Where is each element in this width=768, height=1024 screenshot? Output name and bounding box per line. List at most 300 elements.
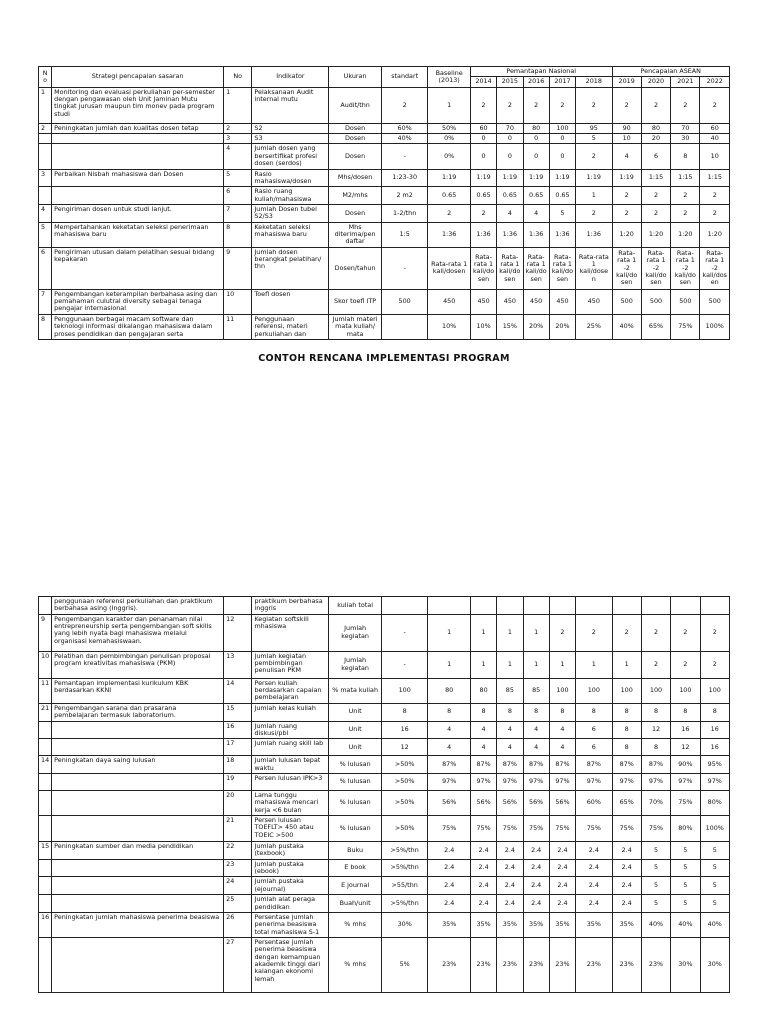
year-value-cell: 2.4 xyxy=(497,877,523,895)
standart-cell: >5%/thn xyxy=(381,859,428,877)
baseline-cell: 0% xyxy=(428,134,470,144)
standart-cell: 1:23-30 xyxy=(381,169,428,187)
ukuran-cell: E journal xyxy=(329,877,382,895)
year-value-cell: 2.4 xyxy=(576,877,612,895)
header-pencapaian-asean: Pencapaian ASEAN xyxy=(612,67,730,77)
table-row xyxy=(39,895,730,913)
year-value-cell: 8 xyxy=(497,703,523,721)
year-value-cell: 0.65 xyxy=(470,187,496,205)
table-row xyxy=(39,937,730,992)
year-value-cell: 2 xyxy=(700,187,730,205)
year-value-cell: 97% xyxy=(700,773,730,790)
year-value-cell: 2.4 xyxy=(549,842,575,860)
table-row xyxy=(39,144,730,169)
year-value-cell: 12 xyxy=(641,721,670,739)
year-value-cell: 2 xyxy=(700,204,730,222)
year-value-cell: 16 xyxy=(671,721,700,739)
table-row xyxy=(39,756,730,774)
year-value-cell: 2 xyxy=(641,87,670,123)
year-value-cell: 75% xyxy=(576,816,612,842)
year-value-cell: 450 xyxy=(523,289,549,314)
year-value-cell: 100 xyxy=(549,678,575,703)
year-value-cell: 4 xyxy=(497,721,523,739)
year-value-cell: 10 xyxy=(700,144,730,169)
year-value-cell: 2.4 xyxy=(497,859,523,877)
baseline-cell: 1 xyxy=(428,651,470,678)
indikator-no: 2 xyxy=(224,123,252,133)
strategi-cell: Pelatihan dan pembimbingan penulisan proposal program kreativitas mahasiswa (PKM) xyxy=(52,651,224,678)
year-value-cell: 4 xyxy=(549,721,575,739)
header-strategi: Strategi pencapaian sasaran xyxy=(52,67,224,88)
year-value-cell: 5 xyxy=(671,859,700,877)
year-value-cell: 97% xyxy=(549,773,575,790)
table-row xyxy=(39,859,730,877)
ukuran-cell: E book xyxy=(329,859,382,877)
year-value-cell: 35% xyxy=(612,912,641,937)
baseline-cell: 1:19 xyxy=(428,169,470,187)
indikator-no: 6 xyxy=(224,187,252,205)
table-body-top xyxy=(39,87,730,339)
year-value-cell: 1:19 xyxy=(497,169,523,187)
ukuran-cell: Jumlah materi mata kuliah/ mata xyxy=(329,314,382,339)
year-value-cell: 1 xyxy=(497,614,523,651)
baseline-cell: 75% xyxy=(428,816,470,842)
year-value-cell: 2.4 xyxy=(497,842,523,860)
row-no xyxy=(39,859,52,877)
year-value-cell: 2 xyxy=(700,651,730,678)
standart-cell: - xyxy=(381,144,428,169)
standart-cell: >50% xyxy=(381,790,428,815)
year-value-cell: 97% xyxy=(470,773,496,790)
year-value-cell: 80 xyxy=(523,123,549,133)
row-no xyxy=(39,937,52,992)
year-value-cell: 8 xyxy=(612,739,641,756)
indikator-no: 24 xyxy=(224,877,252,895)
year-value-cell: 85 xyxy=(523,678,549,703)
row-no: 4 xyxy=(39,204,52,222)
year-value-cell: 5 xyxy=(641,859,670,877)
year-value-cell: 75% xyxy=(470,816,496,842)
strategi-cell xyxy=(52,877,224,895)
table-row xyxy=(39,842,730,860)
indikator-cell: Jumlah ruang diskusi/pbl xyxy=(252,721,329,739)
year-value-cell: 35% xyxy=(576,912,612,937)
ukuran-cell: Mhs diterima/pen daftar xyxy=(329,222,382,247)
table-row xyxy=(39,222,730,247)
table-row xyxy=(39,169,730,187)
indikator-cell: Toefl dosen xyxy=(252,289,329,314)
indikator-cell: praktikum berbahasa inggris xyxy=(252,597,329,615)
indikator-no: 13 xyxy=(224,651,252,678)
year-value-cell: 8 xyxy=(470,703,496,721)
year-value-cell: 2.4 xyxy=(470,895,496,913)
standart-cell: >50% xyxy=(381,773,428,790)
header-year: 2021 xyxy=(671,77,700,87)
ukuran-cell: % mhs xyxy=(329,912,382,937)
strategi-cell xyxy=(52,937,224,992)
year-value-cell: 20 xyxy=(641,134,670,144)
ukuran-cell: Dosen/tahun xyxy=(329,247,382,289)
year-value-cell: 2.4 xyxy=(470,859,496,877)
year-value-cell: 1 xyxy=(576,187,612,205)
year-value-cell: 75% xyxy=(671,314,700,339)
year-value-cell: Rata-rata 1 -2 kali/dosen xyxy=(700,247,730,289)
standart-cell xyxy=(381,314,428,339)
baseline-cell: 8 xyxy=(428,703,470,721)
year-value-cell: 2 xyxy=(470,204,496,222)
indikator-cell: Jumlah Dosen tubel S2/S3 xyxy=(252,204,329,222)
year-value-cell: 2 xyxy=(612,187,641,205)
year-value-cell: 1:15 xyxy=(700,169,730,187)
indikator-cell: Penggunaan referensi, materi perkuliahan dan xyxy=(252,314,329,339)
year-value-cell: 0 xyxy=(497,144,523,169)
year-value-cell: 56% xyxy=(549,790,575,815)
indikator-no: 9 xyxy=(224,247,252,289)
year-value-cell: 70% xyxy=(641,790,670,815)
year-value-cell: 100 xyxy=(549,123,575,133)
ukuran-cell: % mhs xyxy=(329,937,382,992)
indikator-cell: Persen lulusan TOEFLT> 450 atau TOEIC >500 xyxy=(252,816,329,842)
indikator-cell: Jumlah kelas kuliah xyxy=(252,703,329,721)
year-value-cell: 1:19 xyxy=(523,169,549,187)
year-value-cell: 2 xyxy=(470,87,496,123)
row-no: 14 xyxy=(39,756,52,774)
indikator-no: 17 xyxy=(224,739,252,756)
year-value-cell: 4 xyxy=(523,721,549,739)
strategi-cell: Pengiriman utusan dalam pelatihan sesuai bidang kepakaran xyxy=(52,247,224,289)
table-row xyxy=(39,187,730,205)
year-value-cell: 60% xyxy=(576,790,612,815)
year-value-cell xyxy=(470,597,496,615)
year-value-cell: 2 xyxy=(523,87,549,123)
year-value-cell: 8 xyxy=(612,703,641,721)
strategi-cell: Monitoring dan evaluasi perkuliahan per-semester dengan pengawasan oleh Unit Jaminan Mutu tingkat jurusan maupun tim monev pada program studi xyxy=(52,87,224,123)
year-value-cell: 450 xyxy=(497,289,523,314)
ukuran-cell: Jumlah kegiatan xyxy=(329,614,382,651)
standart-cell: - xyxy=(381,247,428,289)
year-value-cell: 2.4 xyxy=(576,842,612,860)
year-value-cell: 2.4 xyxy=(612,859,641,877)
year-value-cell: 4 xyxy=(549,739,575,756)
year-value-cell: 97% xyxy=(671,773,700,790)
indikator-no xyxy=(224,597,252,615)
year-value-cell: Rata-rata 1 -2 kali/dosen xyxy=(641,247,670,289)
standart-cell: 1-2/thn xyxy=(381,204,428,222)
year-value-cell: 23% xyxy=(549,937,575,992)
year-value-cell: 0 xyxy=(549,144,575,169)
indikator-no: 23 xyxy=(224,859,252,877)
baseline-cell: 87% xyxy=(428,756,470,774)
ukuran-cell: Dosen xyxy=(329,144,382,169)
indikator-no: 27 xyxy=(224,937,252,992)
year-value-cell: 2 xyxy=(576,144,612,169)
header-ukuran: Ukuran xyxy=(329,67,382,88)
year-value-cell xyxy=(576,597,612,615)
ukuran-cell: kuliah total xyxy=(329,597,382,615)
ukuran-cell: Dosen xyxy=(329,123,382,133)
standart-cell: 30% xyxy=(381,912,428,937)
year-value-cell: 16 xyxy=(700,739,730,756)
strategi-cell: Peningkatan jumlah dan kualitas dosen tetap xyxy=(52,123,224,133)
header-no: No xyxy=(39,67,52,88)
page-title: CONTOH RENCANA IMPLEMENTASI PROGRAM xyxy=(258,353,510,364)
header-year: 2020 xyxy=(641,77,670,87)
row-no: 16 xyxy=(39,912,52,937)
year-value-cell: 95% xyxy=(700,756,730,774)
table-row xyxy=(39,651,730,678)
table-row xyxy=(39,790,730,815)
ukuran-cell: Mhs/dosen xyxy=(329,169,382,187)
year-value-cell: 1 xyxy=(549,651,575,678)
year-value-cell: 1 xyxy=(523,614,549,651)
header-year: 2019 xyxy=(612,77,641,87)
year-value-cell: 2 xyxy=(641,651,670,678)
strategi-cell xyxy=(52,859,224,877)
year-value-cell: 2 xyxy=(549,614,575,651)
indikator-no: 21 xyxy=(224,816,252,842)
table-row xyxy=(39,289,730,314)
table-body-bottom xyxy=(39,597,730,993)
row-no xyxy=(39,134,52,144)
indikator-cell: Persentase jumlah penerima beasiswa total mahasiswa S-1 xyxy=(252,912,329,937)
year-value-cell: 56% xyxy=(470,790,496,815)
indikator-cell: Jumlah lulusan tepat waktu xyxy=(252,756,329,774)
year-value-cell: 1:36 xyxy=(523,222,549,247)
row-no xyxy=(39,739,52,756)
year-value-cell: 80% xyxy=(671,816,700,842)
year-value-cell: 2.4 xyxy=(497,895,523,913)
ukuran-cell: Unit xyxy=(329,703,382,721)
standart-cell: >50% xyxy=(381,756,428,774)
year-value-cell: 1:19 xyxy=(549,169,575,187)
standart-cell xyxy=(381,597,428,615)
standart-cell: 16 xyxy=(381,721,428,739)
year-value-cell: 0.65 xyxy=(523,187,549,205)
year-value-cell: 4 xyxy=(470,721,496,739)
year-value-cell: 75% xyxy=(549,816,575,842)
indikator-cell: Jumlah pustaka (ebook) xyxy=(252,859,329,877)
indikator-no: 14 xyxy=(224,678,252,703)
year-value-cell: 97% xyxy=(641,773,670,790)
year-value-cell: 8 xyxy=(700,703,730,721)
indikator-no: 16 xyxy=(224,721,252,739)
year-value-cell: 8 xyxy=(612,721,641,739)
strategi-cell: Pemantapan implementasi kurikulum KBK berdasarkan KKNI xyxy=(52,678,224,703)
baseline-cell: 2.4 xyxy=(428,877,470,895)
year-value-cell: 2 xyxy=(641,204,670,222)
year-value-cell: 40% xyxy=(612,314,641,339)
year-value-cell: 80% xyxy=(700,790,730,815)
table-row xyxy=(39,614,730,651)
year-value-cell: 87% xyxy=(497,756,523,774)
implementation-table-bottom xyxy=(38,596,730,993)
table-row xyxy=(39,739,730,756)
standart-cell: >50% xyxy=(381,816,428,842)
year-value-cell: 1:19 xyxy=(470,169,496,187)
indikator-no: 18 xyxy=(224,756,252,774)
standart-cell: 1:5 xyxy=(381,222,428,247)
indikator-cell: Rasio ruang kuliah/mahasiswa xyxy=(252,187,329,205)
year-value-cell: Rata-rata 1 -2 kali/dosen xyxy=(612,247,641,289)
year-value-cell: 0 xyxy=(549,134,575,144)
ukuran-cell: Unit xyxy=(329,721,382,739)
year-value-cell: 1 xyxy=(612,651,641,678)
year-value-cell: 2 xyxy=(641,614,670,651)
year-value-cell: 2.4 xyxy=(523,877,549,895)
year-value-cell: 85 xyxy=(497,678,523,703)
year-value-cell: 56% xyxy=(523,790,549,815)
ukuran-cell: % lulusan xyxy=(329,756,382,774)
standart-cell: 12 xyxy=(381,739,428,756)
year-value-cell: 97% xyxy=(576,773,612,790)
year-value-cell: 1:20 xyxy=(641,222,670,247)
year-value-cell: 8 xyxy=(523,703,549,721)
year-value-cell: 8 xyxy=(641,703,670,721)
indikator-no: 11 xyxy=(224,314,252,339)
ukuran-cell: M2/mhs xyxy=(329,187,382,205)
year-value-cell: 6 xyxy=(576,739,612,756)
year-value-cell: 8 xyxy=(671,703,700,721)
standart-cell: >5%/thn xyxy=(381,842,428,860)
year-value-cell: 1 xyxy=(497,651,523,678)
header-indikator: Indikator xyxy=(252,67,329,88)
standart-cell: 100 xyxy=(381,678,428,703)
table-row xyxy=(39,597,730,615)
baseline-cell: 2.4 xyxy=(428,895,470,913)
standart-cell: 60% xyxy=(381,123,428,133)
strategi-cell: penggunaan referensi perkuliahan dan praktikum berbahasa asing (Inggris). xyxy=(52,597,224,615)
year-value-cell: 60 xyxy=(700,123,730,133)
year-value-cell: 5 xyxy=(641,895,670,913)
baseline-cell: 2 xyxy=(428,204,470,222)
ukuran-cell: Buah/unit xyxy=(329,895,382,913)
year-value-cell: 40% xyxy=(671,912,700,937)
year-value-cell: 6 xyxy=(641,144,670,169)
year-value-cell: 2.4 xyxy=(612,895,641,913)
year-value-cell: 1:20 xyxy=(671,222,700,247)
year-value-cell: 100 xyxy=(671,678,700,703)
standart-cell: >5%/thn xyxy=(381,895,428,913)
year-value-cell: 35% xyxy=(497,912,523,937)
year-value-cell: 2.4 xyxy=(470,842,496,860)
table-row xyxy=(39,87,730,123)
year-value-cell: 1 xyxy=(576,651,612,678)
standart-cell: 5% xyxy=(381,937,428,992)
row-no: 1 xyxy=(39,87,52,123)
baseline-cell: 2.4 xyxy=(428,842,470,860)
table-row xyxy=(39,773,730,790)
year-value-cell: 35% xyxy=(523,912,549,937)
indikator-no: 26 xyxy=(224,912,252,937)
year-value-cell: 2 xyxy=(549,87,575,123)
row-no xyxy=(39,597,52,615)
ukuran-cell: Buku xyxy=(329,842,382,860)
year-value-cell: 5 xyxy=(549,204,575,222)
row-no: 9 xyxy=(39,614,52,651)
row-no: 15 xyxy=(39,842,52,860)
table-row xyxy=(39,816,730,842)
baseline-cell: 10% xyxy=(428,314,470,339)
row-no xyxy=(39,144,52,169)
year-value-cell: 0 xyxy=(523,144,549,169)
ukuran-cell: % lulusan xyxy=(329,773,382,790)
strategi-cell: Pengembangan karakter dan penanaman nilai entrepreneurship serta pengembangan soft skills yang lebih nyata bagi mahasiswa melalui organisasi kemahasiswaan. xyxy=(52,614,224,651)
strategi-cell: Peningkatan sumber dan media pendidikan xyxy=(52,842,224,860)
baseline-cell: 1 xyxy=(428,614,470,651)
indikator-no: 4 xyxy=(224,144,252,169)
year-value-cell: 2 xyxy=(700,87,730,123)
strategi-cell xyxy=(52,144,224,169)
year-value-cell: 5 xyxy=(671,895,700,913)
year-value-cell: 0 xyxy=(470,144,496,169)
year-value-cell xyxy=(700,597,730,615)
indikator-no: 3 xyxy=(224,134,252,144)
year-value-cell: 1:36 xyxy=(549,222,575,247)
baseline-cell: 50% xyxy=(428,123,470,133)
year-value-cell: 5 xyxy=(700,877,730,895)
standart-cell: 8 xyxy=(381,703,428,721)
ukuran-cell: Dosen xyxy=(329,204,382,222)
year-value-cell: 1:20 xyxy=(700,222,730,247)
year-value-cell: 90 xyxy=(612,123,641,133)
year-value-cell: 35% xyxy=(470,912,496,937)
year-value-cell: 0 xyxy=(523,134,549,144)
year-value-cell: 100% xyxy=(700,314,730,339)
year-value-cell: 2 xyxy=(576,204,612,222)
table-row xyxy=(39,204,730,222)
year-value-cell: 4 xyxy=(523,204,549,222)
year-value-cell: 2.4 xyxy=(523,895,549,913)
year-value-cell: 0 xyxy=(497,134,523,144)
indikator-cell: Persen kuliah berdasarkan capaian pembelajaran xyxy=(252,678,329,703)
indikator-no: 5 xyxy=(224,169,252,187)
year-value-cell: 75% xyxy=(641,816,670,842)
strategi-cell xyxy=(52,773,224,790)
ukuran-cell: Jumlah kegiatan xyxy=(329,651,382,678)
standart-cell: >55/thn xyxy=(381,877,428,895)
row-no: 7 xyxy=(39,289,52,314)
year-value-cell xyxy=(671,597,700,615)
year-value-cell: 2 xyxy=(576,614,612,651)
year-value-cell: 500 xyxy=(700,289,730,314)
baseline-cell: 4 xyxy=(428,721,470,739)
baseline-cell: 1 xyxy=(428,87,470,123)
year-value-cell: 500 xyxy=(612,289,641,314)
year-value-cell: 23% xyxy=(641,937,670,992)
strategi-cell xyxy=(52,721,224,739)
ukuran-cell: % mata kuliah xyxy=(329,678,382,703)
table-row xyxy=(39,678,730,703)
strategi-cell xyxy=(52,895,224,913)
year-value-cell: 12 xyxy=(671,739,700,756)
indikator-cell: Persentase jumlah penerima beasiswa dengan kemampuan akademik tinggi dari kalangan ekonomi lemah xyxy=(252,937,329,992)
year-value-cell: 87% xyxy=(523,756,549,774)
year-value-cell xyxy=(612,597,641,615)
year-value-cell: 1:36 xyxy=(470,222,496,247)
year-value-cell: 5 xyxy=(700,842,730,860)
year-value-cell: 23% xyxy=(497,937,523,992)
year-value-cell: 1:19 xyxy=(576,169,612,187)
year-value-cell: 2.4 xyxy=(576,859,612,877)
baseline-cell: 0% xyxy=(428,144,470,169)
table-row xyxy=(39,247,730,289)
header-year: 2018 xyxy=(576,77,612,87)
year-value-cell: 0.65 xyxy=(497,187,523,205)
baseline-cell: 1:36 xyxy=(428,222,470,247)
year-value-cell: 10 xyxy=(612,134,641,144)
header-no-indikator: No xyxy=(224,67,252,88)
year-value-cell: Rata-rata 1 kali/dosen xyxy=(549,247,575,289)
